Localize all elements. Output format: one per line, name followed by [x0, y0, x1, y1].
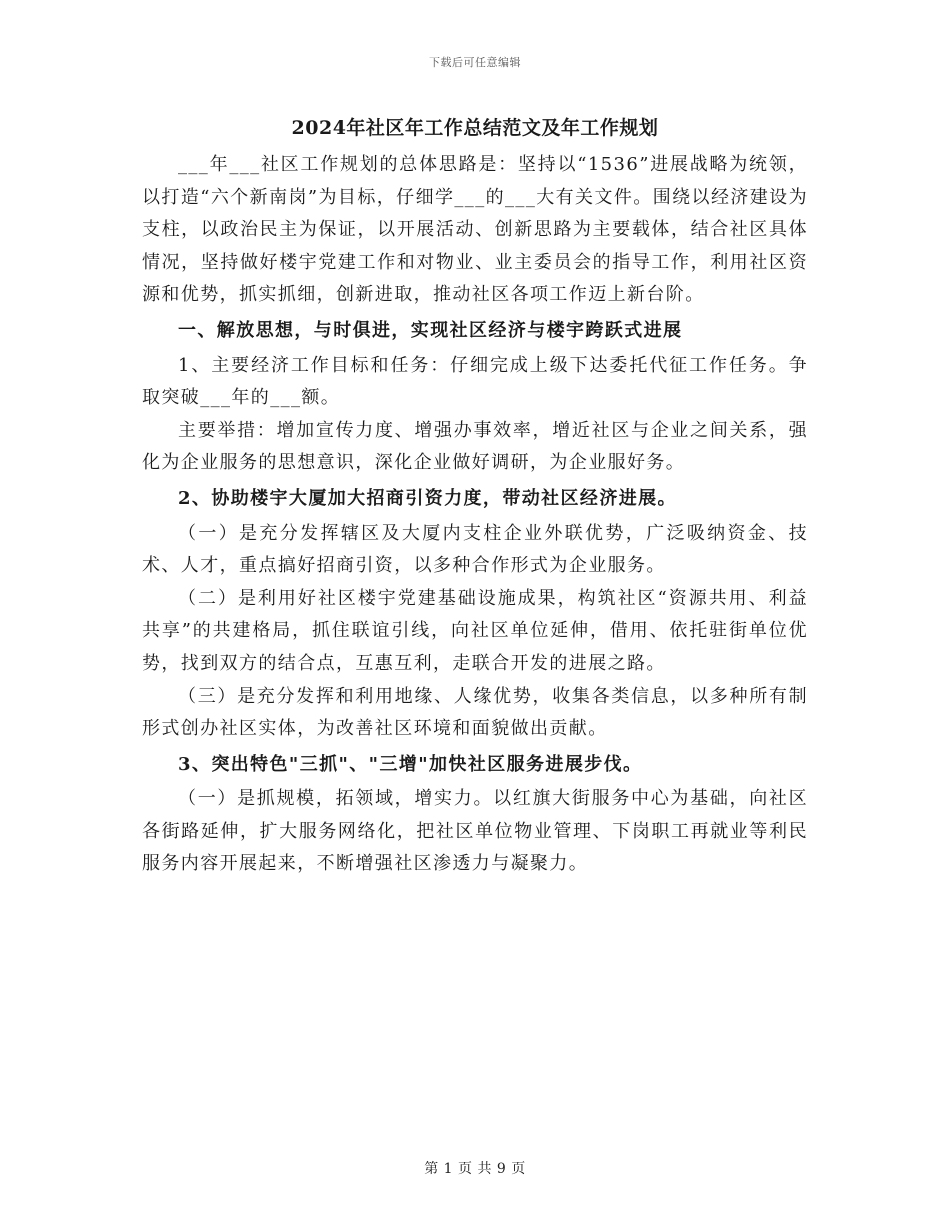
intro-paragraph: ___年___社区工作规划的总体思路是：坚持以“1536”进展战略为统领，以打造“六个新南岗”为目标，仔细学___的___大有关文件。围绕以经济建设为支柱，以政治民主为保证，以开展活动、创新思路为主要载体，结合社区具体情况，坚持做好楼宇党建工作和对物业、业主委员会的指导工作，利用社区资源和优势，抓实抓细，创新进取，推动社区各项工作迈上新台阶。 [142, 154, 808, 306]
section-heading-1: 一、解放思想，与时俱进，实现社区经济与楼宇跨跃式进展 [178, 319, 683, 341]
document-body [142, 149, 808, 881]
page-number: 第 1 页 共 9 页 [424, 1161, 526, 1177]
body-paragraph: （三）是充分发挥和利用地缘、人缘优势，收集各类信息，以多种所有制形式创办社区实体，为改善社区环境和面貌做出贡献。 [142, 685, 808, 740]
document-title: 2024年社区年工作总结范文及年工作规划 [291, 117, 659, 139]
body-paragraph: （二）是利用好社区楼宇党建基础设施成果，构筑社区“资源共用、利益共享”的共建格局，抓住联谊引线，向社区单位延伸，借用、依托驻街单位优势，找到双方的结合点，互惠互利，走联合开发的进展之路。 [142, 587, 808, 674]
subsection-heading-3: 3、突出特色"三抓"、"三增"加快社区服务进展步伐。 [178, 753, 643, 775]
subsection-heading-2: 2、协助楼宇大厦加大招商引资力度，带动社区经济进展。 [178, 487, 677, 509]
header-note: 下载后可任意编辑 [429, 56, 521, 69]
body-paragraph: （一）是充分发挥辖区及大厦内支柱企业外联优势，广泛吸纳资金、技术、人才，重点搞好招商引资，以多种合作形式为企业服务。 [142, 522, 808, 577]
body-paragraph: 主要举措：增加宣传力度、增强办事效率，增近社区与企业之间关系，强化为企业服务的思想意识，深化企业做好调研，为企业服好务。 [142, 419, 808, 474]
body-paragraph: （一）是抓规模，拓领域，增实力。以红旗大街服务中心为基础，向社区各街路延伸，扩大服务网络化，把社区单位物业管理、下岗职工再就业等利民服务内容开展起来，不断增强社区渗透力与凝聚力。 [142, 788, 808, 875]
body-paragraph: 1、主要经济工作目标和任务：仔细完成上级下达委托代征工作任务。争取突破___年的___额。 [142, 354, 808, 409]
